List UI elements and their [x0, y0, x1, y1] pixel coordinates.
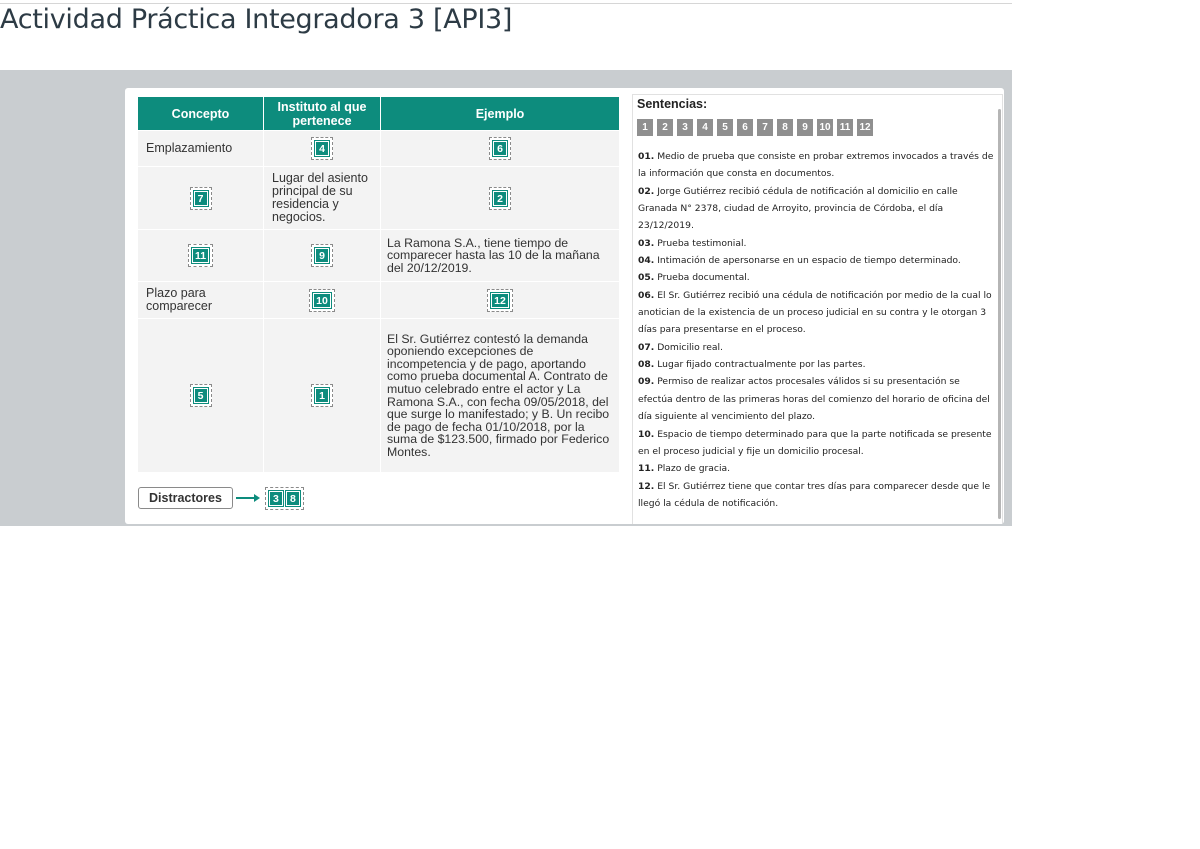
- drop-zone[interactable]: [264, 230, 381, 282]
- list-item: [638, 478, 995, 513]
- distractors-area: [138, 486, 304, 510]
- sentence-number: 09.: [638, 376, 655, 388]
- bank-token[interactable]: 8: [777, 119, 793, 136]
- concept-table: [137, 96, 620, 473]
- answer-token[interactable]: 6: [493, 141, 507, 156]
- cell-instituto: Lugar del asiento principal de su residencia y negocios.: [264, 167, 381, 230]
- drop-zone[interactable]: [138, 230, 264, 282]
- sentence-number: 11.: [638, 463, 655, 475]
- sentence-text: Prueba documental.: [657, 272, 750, 284]
- sentence-list: [638, 148, 995, 512]
- bank-token[interactable]: 11: [837, 119, 853, 136]
- cell-concepto: Emplazamiento: [138, 131, 264, 167]
- list-item: [638, 252, 995, 269]
- cell-ejemplo: El Sr. Gutiérrez contestó la demanda oponiendo excepciones de incompetencia y de pago, aportando como prueba documental A. Contrato de mutuo celebrado entre el actor y La Ramona S.A., con fecha 09/05/2018, del que surge lo manifestado; y B. Un recibo de pago de fecha 01/10/2018, por la suma de $123.500, firmado por Federico Montes.: [381, 319, 620, 473]
- header-concepto: Concepto: [138, 97, 264, 131]
- drop-zone[interactable]: [381, 167, 620, 230]
- answer-token[interactable]: 11: [192, 248, 209, 263]
- distractor-drop-zone[interactable]: [265, 487, 304, 510]
- distractor-token[interactable]: 3: [269, 491, 283, 506]
- distractors-label: Distractores: [138, 487, 233, 509]
- sentence-text: Plazo de gracia.: [657, 463, 731, 475]
- sentence-text: Espacio de tiempo determinado para que la parte notificada se presente en el proceso judicial y fije un domicilio procesal.: [638, 428, 992, 457]
- list-item: [638, 339, 995, 356]
- cell-ejemplo: La Ramona S.A., tiene tiempo de comparecer hasta las 10 de la mañana del 20/12/2019.: [381, 230, 620, 282]
- bank-token[interactable]: 5: [717, 119, 733, 136]
- table-row: [138, 230, 620, 282]
- bank-token[interactable]: 1: [637, 119, 653, 136]
- answer-token[interactable]: 1: [315, 388, 329, 403]
- sentencias-panel: [632, 94, 1003, 524]
- drop-zone[interactable]: [264, 282, 381, 319]
- sentencias-title: Sentencias:: [637, 97, 708, 111]
- sentence-number: 01.: [638, 151, 655, 162]
- sentence-text: Permiso de realizar actos procesales válidos si su presentación se efectúa dentro de las primeras horas del comienzo del horario de oficina del día siguiente al vencimiento del plazo.: [638, 376, 990, 423]
- list-item: [638, 148, 995, 183]
- list-item: [638, 426, 995, 461]
- arrow-right-icon: [236, 497, 258, 499]
- drop-zone[interactable]: [381, 282, 620, 319]
- list-item: [638, 269, 995, 286]
- activity-card: [125, 88, 1004, 524]
- sentence-text: Medio de prueba que consiste en probar extremos invocados a través de la información que consta en documentos.: [638, 151, 994, 180]
- token-bank: [637, 119, 873, 136]
- drop-zone[interactable]: [138, 167, 264, 230]
- sentence-number: 05.: [638, 272, 655, 284]
- list-item: [638, 183, 995, 235]
- sentence-number: 06.: [638, 289, 655, 301]
- bank-token[interactable]: 2: [657, 119, 673, 136]
- list-item: [638, 235, 995, 252]
- drop-zone[interactable]: [264, 319, 381, 473]
- bank-token[interactable]: 6: [737, 119, 753, 136]
- bank-token[interactable]: 12: [857, 119, 873, 136]
- drop-zone[interactable]: [381, 131, 620, 167]
- sentence-number: 04.: [638, 255, 655, 267]
- drop-zone[interactable]: [138, 319, 264, 473]
- header-ejemplo: Ejemplo: [381, 97, 620, 131]
- answer-token[interactable]: 10: [313, 293, 331, 308]
- cell-concepto: Plazo para comparecer: [138, 282, 264, 319]
- table-row: [138, 319, 620, 473]
- list-item: [638, 373, 995, 425]
- answer-token[interactable]: 2: [493, 191, 507, 206]
- sentence-text: Intimación de apersonarse en un espacio de tiempo determinado.: [657, 255, 961, 267]
- sentence-number: 10.: [638, 428, 655, 440]
- sentence-text: El Sr. Gutiérrez recibió una cédula de notificación por medio de la cual lo anotician de la existencia de un proceso judicial en su contra y le otorgan 3 días para presentarse en el proceso.: [638, 289, 992, 336]
- answer-token[interactable]: 5: [194, 388, 208, 403]
- sentence-number: 12.: [638, 480, 655, 492]
- header-instituto: Instituto al que pertenece: [264, 97, 381, 131]
- sentence-text: Lugar fijado contractualmente por las partes.: [657, 359, 866, 371]
- sentence-text: Domicilio real.: [657, 341, 723, 353]
- answer-token[interactable]: 12: [491, 293, 509, 308]
- sentence-number: 03.: [638, 237, 655, 249]
- activity-stage: [0, 70, 1012, 526]
- sentence-text: Prueba testimonial.: [657, 237, 747, 249]
- table-row: [138, 131, 620, 167]
- answer-token[interactable]: 7: [194, 191, 208, 206]
- sentence-number: 07.: [638, 341, 655, 353]
- bank-token[interactable]: 7: [757, 119, 773, 136]
- answer-token[interactable]: 9: [315, 248, 329, 263]
- sentence-text: Jorge Gutiérrez recibió cédula de notificación al domicilio en calle Granada N° 2378, ciudad de Arroyito, provincia de Córdoba, el día 23/12/2019.: [638, 185, 958, 232]
- bank-token[interactable]: 3: [677, 119, 693, 136]
- bank-token[interactable]: 10: [817, 119, 833, 136]
- distractor-token[interactable]: 8: [286, 491, 300, 506]
- sentence-number: 02.: [638, 185, 655, 197]
- list-item: [638, 287, 995, 339]
- answer-token[interactable]: 4: [315, 141, 329, 156]
- list-item: [638, 460, 995, 477]
- page-title: Actividad Práctica Integradora 3 [API3]: [0, 4, 513, 35]
- panel-scrollbar[interactable]: [998, 109, 1001, 519]
- bank-token[interactable]: 9: [797, 119, 813, 136]
- bank-token[interactable]: 4: [697, 119, 713, 136]
- table-row: [138, 167, 620, 230]
- table-header-row: [138, 97, 620, 131]
- sentence-number: 08.: [638, 359, 655, 371]
- table-row: [138, 282, 620, 319]
- sentence-text: El Sr. Gutiérrez tiene que contar tres días para comparecer desde que le llegó la cédula de notificación.: [638, 480, 991, 509]
- drop-zone[interactable]: [264, 131, 381, 167]
- list-item: [638, 356, 995, 373]
